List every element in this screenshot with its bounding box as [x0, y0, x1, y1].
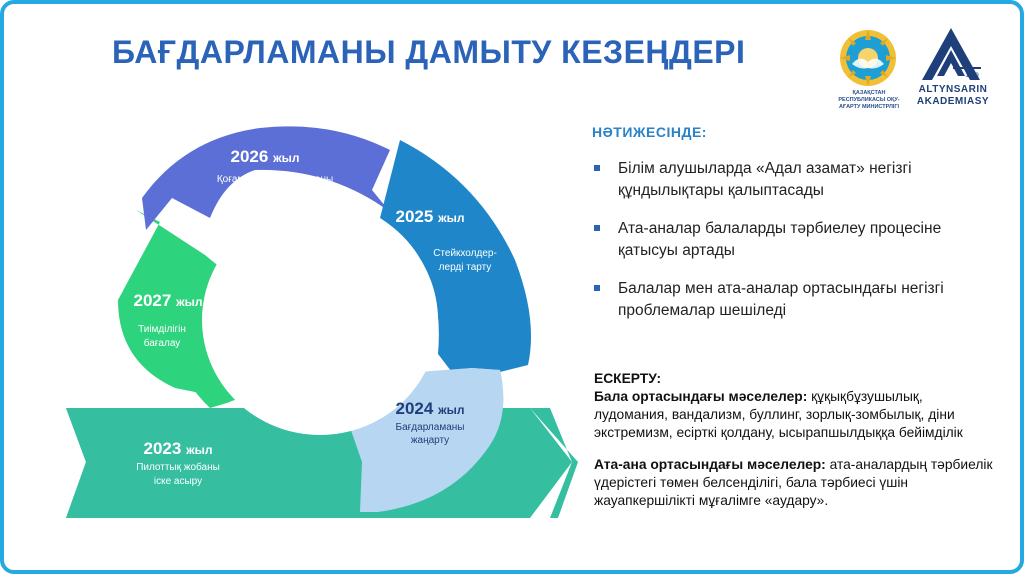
results-item — [592, 278, 992, 322]
logo-line-1: ALTYNSARIN — [918, 84, 988, 95]
stage-2026-year-label: 2026 жыл — [230, 147, 300, 166]
page-title: БАҒДАРЛАМАНЫ ДАМЫТУ КЕЗЕҢДЕРІ — [112, 34, 746, 70]
note-p2-label: Ата-ана ортасындағы мәселелер: — [594, 457, 826, 472]
stage-2025-text-2: лерді тарту — [438, 262, 492, 273]
results-heading: НӘТИЖЕСІНДЕ: — [592, 124, 707, 140]
stage-2027-year-label: 2027 жыл — [133, 291, 203, 310]
note-heading: ЕСКЕРТУ: — [594, 371, 662, 386]
bullet-square-icon — [594, 285, 600, 291]
stage-2027-text-1: Тиімділігін — [138, 324, 186, 335]
stage-2026-text-2: тұрақты қабылдауын — [226, 187, 324, 198]
stage-2024-year-label: 2024 жыл — [395, 399, 465, 418]
results-item-text: Ата-аналар балаларды тәрбиелеу процесіне қатысуы артады — [618, 220, 942, 259]
logo-wordmark — [912, 84, 994, 108]
note-paragraph-child — [594, 388, 994, 442]
note-section — [594, 370, 994, 510]
note-paragraph-parent — [594, 456, 994, 510]
results-item — [592, 218, 992, 262]
stage-2023-year-label: 2023 жыл — [143, 439, 213, 458]
logo-year: 1989 — [965, 73, 979, 79]
stages-cycle-diagram — [60, 110, 580, 550]
note-p1-label: Бала ортасындағы мәселелер: — [594, 389, 808, 404]
ministry-label: ҚАЗАҚСТАН РЕСПУБЛИКАСЫ ОҚУ-АҒАРТУ МИНИСТРЛІГІ — [838, 90, 900, 110]
stage-2027-text-2: бағалау — [143, 338, 181, 349]
results-section — [592, 124, 992, 338]
altynsarin-logo-icon — [920, 26, 982, 82]
bullet-square-icon — [594, 165, 600, 171]
stage-2024-text-1: Бағдарламаны — [395, 422, 465, 433]
stage-2023-text-1: Пилоттық жобаны — [136, 462, 220, 473]
bullet-square-icon — [594, 225, 600, 231]
stage-2024-text-2: жаңарту — [410, 435, 450, 446]
stage-2023-text-2: іске асыру — [153, 476, 203, 487]
results-list — [592, 158, 992, 322]
stage-2025-year-label: 2025 жыл — [395, 207, 465, 226]
results-item-text: Білім алушыларда «Адал азамат» негізгі құндылықтары қалыптасады — [618, 160, 912, 199]
stage-2026-text-1: Қоғамның бағдарламаны — [216, 174, 334, 185]
results-item-text: Балалар мен ата-аналар ортасындағы негізгі проблемалар шешіледі — [618, 280, 944, 319]
state-emblem-icon — [838, 28, 898, 88]
note-p1-text: құқықбұзушылық, лудомания, вандализм, буллинг, зорлық-зомбылық, діни экстремизм, есірткі қолдану, ысырапшылдыққа бейімділік — [594, 389, 963, 440]
stage-2026-text-3: қалыптастыру — [242, 200, 308, 211]
results-item — [592, 158, 992, 202]
note-p2-text: ата-аналардың тәрбиелік үдерістегі төмен белсенділігі, бала тәрбиесі үшін жауапкершілікті мұғалімге «аудару». — [594, 457, 993, 508]
stage-2025-text-1: Стейкхолдер- — [433, 248, 497, 259]
logo-line-2: AKADEMIASY — [916, 96, 990, 107]
